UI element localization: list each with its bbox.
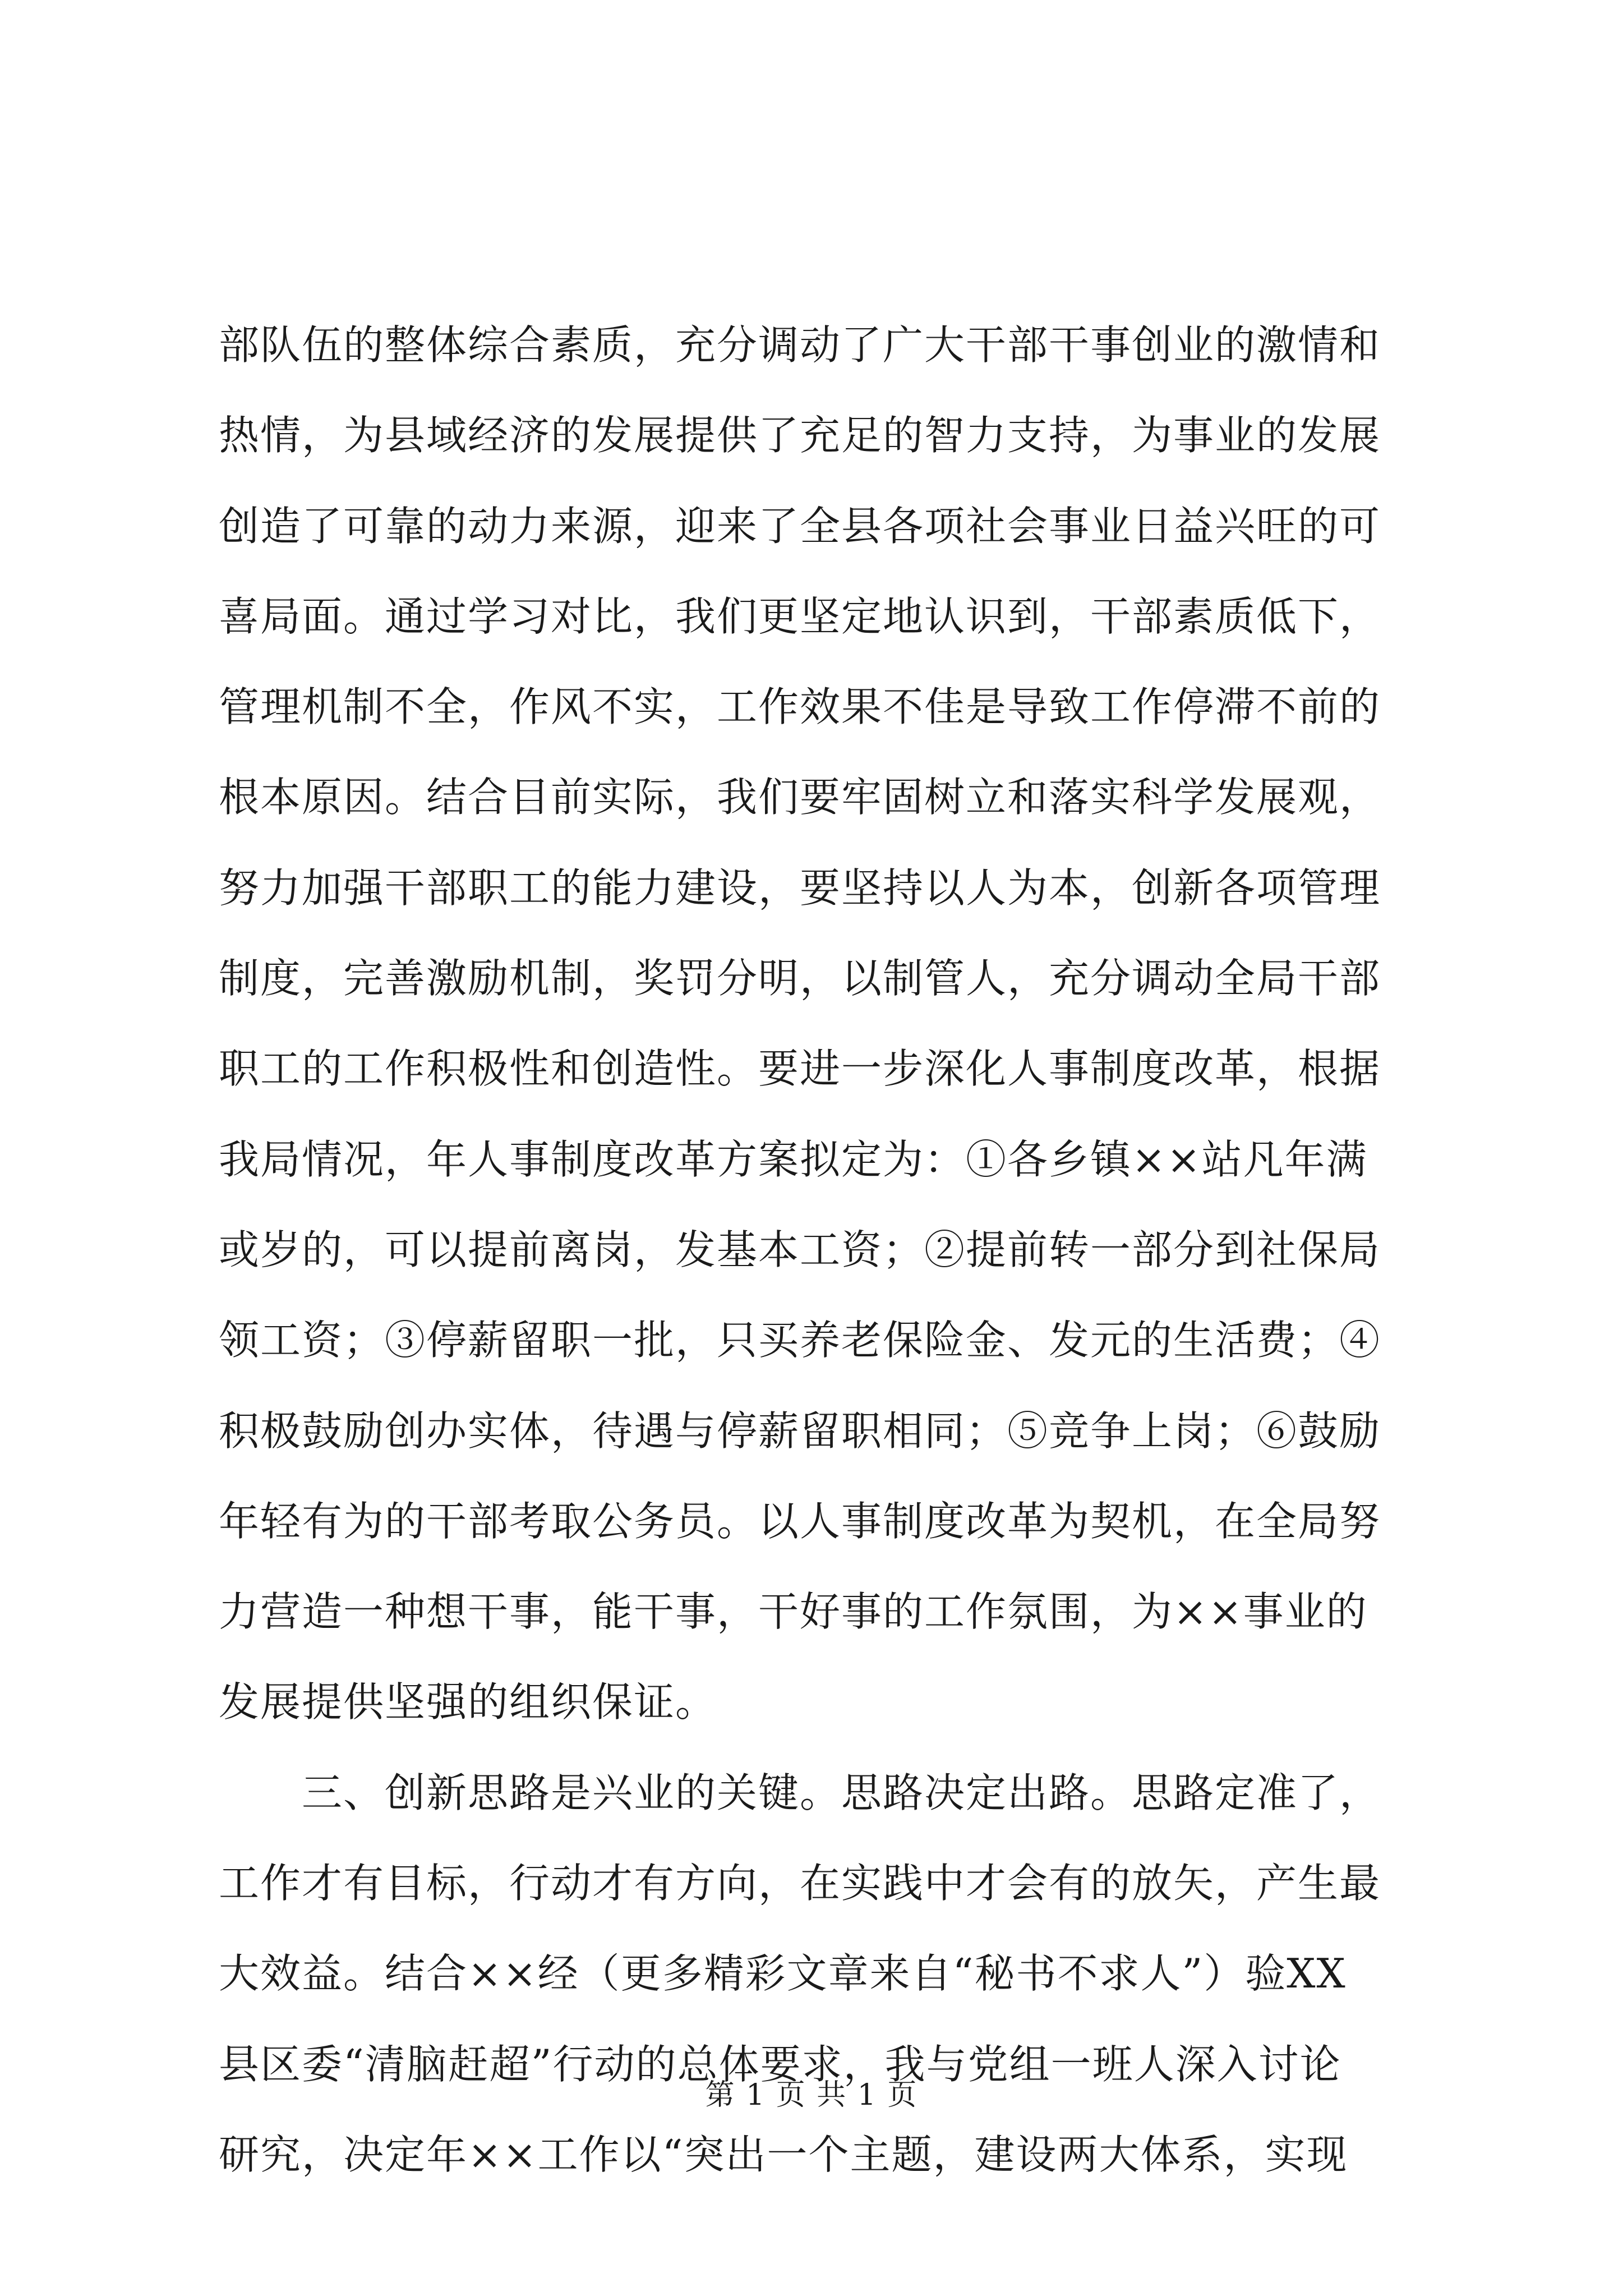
text-line-13: 积极鼓励创办实体，待遇与停薪留职相同；⑤竞争上岗；⑥鼓励 <box>219 1407 1381 1455</box>
text-line-9: 职工的工作积极性和创造性。要进一步深化人事制度改革，根据 <box>219 1045 1381 1093</box>
text-line-5: 管理机制不全，作风不实，工作效果不佳是导致工作停滞不前的 <box>219 683 1381 731</box>
text-line-17: 三、创新思路是兴业的关键。思路决定出路。思路定准了， <box>219 1769 1381 1816</box>
text-line-7: 努力加强干部职工的能力建设，要坚持以人为本，创新各项管理 <box>219 864 1381 912</box>
text-line-8: 制度，完善激励机制，奖罚分明，以制管人，充分调动全局干部 <box>219 955 1381 1002</box>
text-line-3: 创造了可靠的动力来源，迎来了全县各项社会事业日益兴旺的可 <box>219 502 1381 550</box>
text-line-12: 领工资；③停薪留职一批，只买养老保险金、发元的生活费；④ <box>219 1317 1381 1364</box>
text-line-20: 县区委“清脑赶超”行动的总体要求，我与党组一班人深入讨论 <box>219 2040 1341 2088</box>
page-number-label: 第 1 页 共 1 页 <box>705 2078 918 2112</box>
text-line-11: 或岁的，可以提前离岗，发基本工资；②提前转一部分到社保局 <box>219 1226 1381 1273</box>
text-line-21: 研究，决定年××工作以“突出一个主题，建设两大体系，实现 <box>219 2131 1348 2178</box>
text-line-19: 大效益。结合××经（更多精彩文章来自“秘书不求人”）验XX <box>219 1950 1347 1998</box>
text-line-10: 我局情况，年人事制度改革方案拟定为：①各乡镇××站凡年满 <box>219 1135 1368 1183</box>
text-line-2: 热情，为县域经济的发展提供了充足的智力支持，为事业的发展 <box>219 412 1381 459</box>
page-footer <box>0 2076 1623 2115</box>
text-line-15: 力营造一种想干事，能干事，干好事的工作氛围，为××事业的 <box>219 1588 1368 1636</box>
text-line-14: 年轻有为的干部考取公务员。以人事制度改革为契机，在全局努 <box>219 1497 1381 1545</box>
text-line-18: 工作才有目标，行动才有方向，在实践中才会有的放矢，产生最 <box>219 1860 1381 1907</box>
text-line-6: 根本原因。结合目前实际，我们要牢固树立和落实科学发展观， <box>219 774 1381 821</box>
text-line-1: 部队伍的整体综合素质，充分调动了广大干部干事创业的激情和 <box>219 321 1381 369</box>
text-line-4: 喜局面。通过学习对比，我们更坚定地认识到，干部素质低下， <box>219 592 1381 640</box>
document-body <box>219 300 1424 2200</box>
text-line-16: 发展提供坚强的组织保证。 <box>219 1678 717 1726</box>
